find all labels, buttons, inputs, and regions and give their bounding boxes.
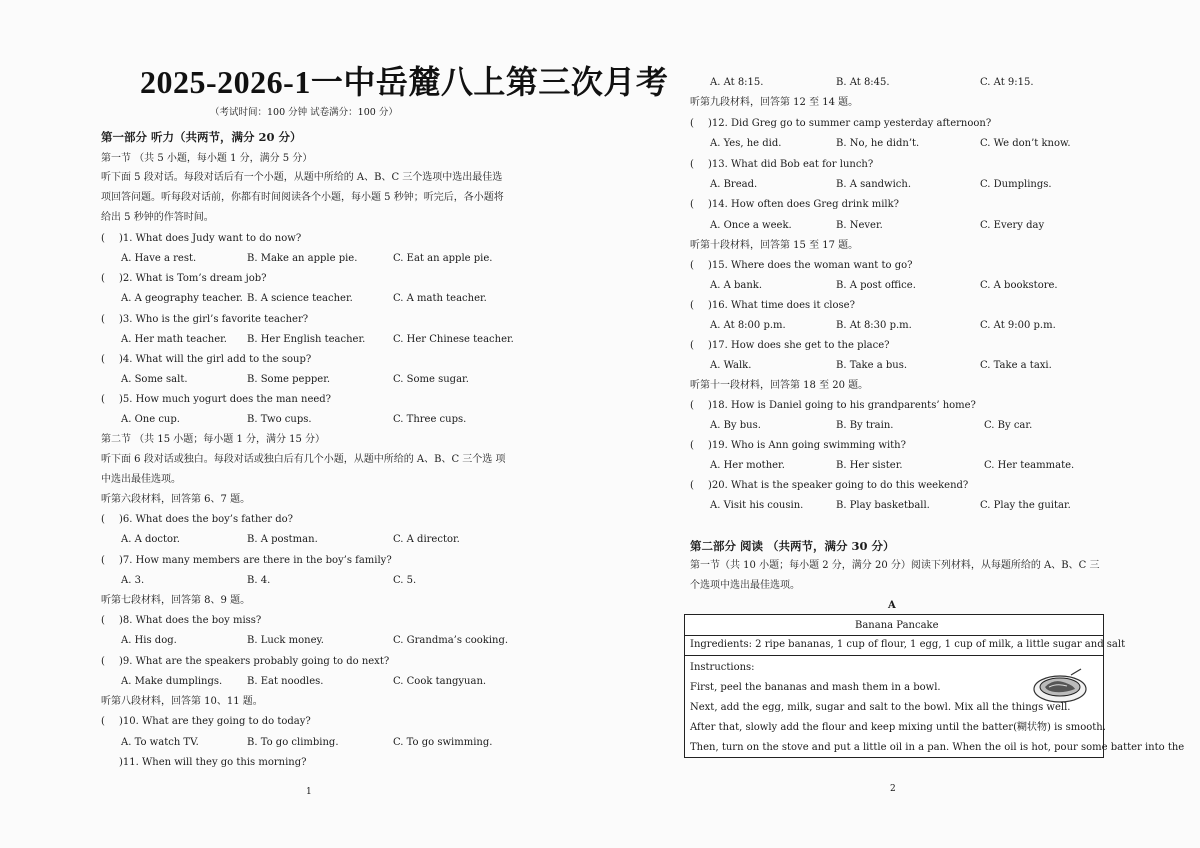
question-17: ( )17. How does she get to the place?: [690, 340, 890, 351]
option-a: A. To watch TV.: [121, 737, 199, 748]
question-5: ( )5. How much yogurt does the man need?: [101, 394, 332, 405]
option-b: B. By train.: [836, 420, 894, 431]
ingredients-text: Ingredients: 2 ripe bananas, 1 cup of flour, 1 egg, 1 cup of milk, a little sugar and salt: [690, 639, 1126, 650]
option-c: C. By car.: [984, 420, 1033, 431]
option-c: C. Three cups.: [393, 414, 467, 425]
material-label: 听第十一段材料，回答第 18 至 20 题。: [690, 380, 869, 391]
question-1: ( )1. What does Judy want to do now?: [101, 233, 302, 244]
option-b: B. Play basketball.: [836, 500, 930, 511]
option-a: A. At 8:15.: [710, 77, 764, 88]
question-14: ( )14. How often does Greg drink milk?: [690, 199, 900, 210]
option-a: A. A doctor.: [121, 534, 180, 545]
option-a: A. His dog.: [121, 635, 177, 646]
option-b: B. Two cups.: [247, 414, 312, 425]
option-c: C. At 9:15.: [980, 77, 1034, 88]
section2-heading: 第二节 （共 15 小题；每小题 1 分，满分 15 分）: [101, 434, 326, 445]
pancake-illustration: [1031, 667, 1089, 705]
option-b: B. No, he didn’t.: [836, 138, 920, 149]
recipe-title: Banana Pancake: [855, 620, 939, 631]
question-8: ( )8. What does the boy miss?: [101, 615, 262, 626]
option-b: B. A postman.: [247, 534, 318, 545]
option-a: A. Some salt.: [121, 374, 188, 385]
section1-instructions: 听下面 5 段对话。每段对话后有一个小题，从题中所给的 A、B、C 三个选项中选出最佳选: [101, 172, 503, 183]
page-number: 1: [306, 787, 312, 797]
question-12: ( )12. Did Greg go to summer camp yesterday afternoon?: [690, 118, 992, 129]
recipe-box: [684, 614, 1185, 758]
exam-subtitle: （考试时间：100 分钟 试卷满分：100 分）: [210, 107, 398, 118]
option-b: B. Her sister.: [836, 460, 903, 471]
option-b: B. Never.: [836, 220, 883, 231]
question-3: ( )3. Who is the girl’s favorite teacher?: [101, 314, 309, 325]
option-c: C. We don’t know.: [980, 138, 1071, 149]
option-a: A. Once a week.: [710, 220, 792, 231]
option-a: A. At 8:00 p.m.: [710, 320, 786, 331]
question-11: )11. When will they go this morning?: [119, 757, 307, 768]
option-c: C. At 9:00 p.m.: [980, 320, 1056, 331]
material-label: 听第七段材料，回答第 8、9 题。: [101, 595, 251, 606]
section2-instructions: 听下面 6 段对话或独白。每段对话或独白后有几个小题，从题中所给的 A、B、C 三个选 项: [101, 454, 506, 465]
option-b: B. Take a bus.: [836, 360, 908, 371]
recipe-title-row: [685, 615, 1103, 636]
instructions-label: Instructions:: [690, 662, 755, 673]
exam-title: 2025-2026-1一中岳麓八上第三次月考: [140, 64, 669, 100]
option-b: B. At 8:45.: [836, 77, 890, 88]
option-c: C. Play the guitar.: [980, 500, 1071, 511]
question-15: ( )15. Where does the woman want to go?: [690, 260, 913, 271]
option-a: A. Yes, he did.: [710, 138, 782, 149]
option-c: C. A math teacher.: [393, 293, 487, 304]
option-c: C. Eat an apple pie.: [393, 253, 493, 264]
question-7: ( )7. How many members are there in the boy’s family?: [101, 555, 392, 566]
option-c: C. Take a taxi.: [980, 360, 1052, 371]
option-c: C. 5.: [393, 575, 417, 586]
question-18: ( )18. How is Daniel going to his grandparents’ home?: [690, 400, 976, 411]
option-a: A. Have a rest.: [121, 253, 197, 264]
option-c: C. Dumplings.: [980, 179, 1052, 190]
question-20: ( )20. What is the speaker going to do this weekend?: [690, 480, 969, 491]
option-c: C. Her Chinese teacher.: [393, 334, 514, 345]
option-a: A. Visit his cousin.: [710, 500, 804, 511]
section-a-label: A: [888, 600, 896, 611]
part1-heading: 第一部分 听力（共两节，满分 20 分）: [101, 130, 302, 144]
step-2: Next, add the egg, milk, sugar and salt to the bowl. Mix all the things well.: [690, 702, 1071, 713]
option-c: C. Her teammate.: [984, 460, 1075, 471]
option-b: B. A post office.: [836, 280, 916, 291]
question-19: ( )19. Who is Ann going swimming with?: [690, 440, 906, 451]
option-b: B. At 8:30 p.m.: [836, 320, 912, 331]
page-number: 2: [890, 784, 896, 794]
option-a: A. By bus.: [710, 420, 761, 431]
step-4: Then, turn on the stove and put a little oil in a pan. When the oil is hot, pour some batter into the: [690, 742, 1185, 753]
question-10: ( )10. What are they going to do today?: [101, 716, 311, 727]
option-b: B. 4.: [247, 575, 271, 586]
step-1: First, peel the bananas and mash them in a bowl.: [690, 682, 941, 693]
question-9: ( )9. What are the speakers probably going to do next?: [101, 656, 390, 667]
material-label: 听第六段材料，回答第 6、7 题。: [101, 494, 251, 505]
option-a: A. 3.: [121, 575, 145, 586]
part2-instructions: 第一节（共 10 小题；每小题 2 分，满分 20 分）阅读下列材料，从每题所给的 A、B、C 三: [690, 560, 1100, 571]
ingredients-row: [685, 635, 1126, 656]
option-a: A. Bread.: [710, 179, 758, 190]
option-b: B. Some pepper.: [247, 374, 331, 385]
material-label: 听第十段材料，回答第 15 至 17 题。: [690, 240, 859, 251]
option-a: A. Her math teacher.: [121, 334, 227, 345]
part2-heading: 第二部分 阅读 （共两节，满分 30 分）: [690, 539, 895, 553]
question-13: ( )13. What did Bob eat for lunch?: [690, 159, 874, 170]
option-a: A. A geography teacher.: [121, 293, 243, 304]
part2-instructions: 个选项中选出最佳选项。: [690, 580, 800, 591]
option-a: A. Her mother.: [710, 460, 785, 471]
option-c: C. Grandma’s cooking.: [393, 635, 509, 646]
option-a: A. One cup.: [121, 414, 180, 425]
section1-instructions: 项回答问题。听每段对话前，你都有时间阅读各个小题，每小题 5 秒钟；听完后，各小题将: [101, 192, 504, 203]
option-b: B. Eat noodles.: [247, 676, 324, 687]
material-label: 听第八段材料，回答第 10、11 题。: [101, 696, 263, 707]
option-c: C. Some sugar.: [393, 374, 469, 385]
section2-instructions: 中选出最佳选项。: [101, 474, 181, 485]
question-2: ( )2. What is Tom’s dream job?: [101, 273, 267, 284]
option-a: A. A bank.: [710, 280, 763, 291]
question-16: ( )16. What time does it close?: [690, 300, 855, 311]
option-b: B. Make an apple pie.: [247, 253, 358, 264]
option-c: C. A director.: [393, 534, 460, 545]
section1-heading: 第一节 （共 5 小题，每小题 1 分，满分 5 分）: [101, 153, 313, 164]
option-b: B. A sandwich.: [836, 179, 912, 190]
option-b: B. Luck money.: [247, 635, 324, 646]
option-a: A. Make dumplings.: [121, 676, 223, 687]
option-b: B. Her English teacher.: [247, 334, 366, 345]
option-a: A. Walk.: [710, 360, 752, 371]
option-b: B. To go climbing.: [247, 737, 339, 748]
option-c: C. Cook tangyuan.: [393, 676, 487, 687]
question-4: ( )4. What will the girl add to the soup?: [101, 354, 312, 365]
option-c: C. To go swimming.: [393, 737, 493, 748]
step-3: After that, slowly add the flour and keep mixing until the batter(糊状物) is smooth.: [690, 722, 1106, 733]
material-label: 听第九段材料，回答第 12 至 14 题。: [690, 97, 859, 108]
option-c: C. Every day: [980, 220, 1045, 231]
option-c: C. A bookstore.: [980, 280, 1058, 291]
option-b: B. A science teacher.: [247, 293, 353, 304]
section1-instructions: 给出 5 秒钟的作答时间。: [101, 212, 214, 223]
question-6: ( )6. What does the boy’s father do?: [101, 514, 294, 525]
